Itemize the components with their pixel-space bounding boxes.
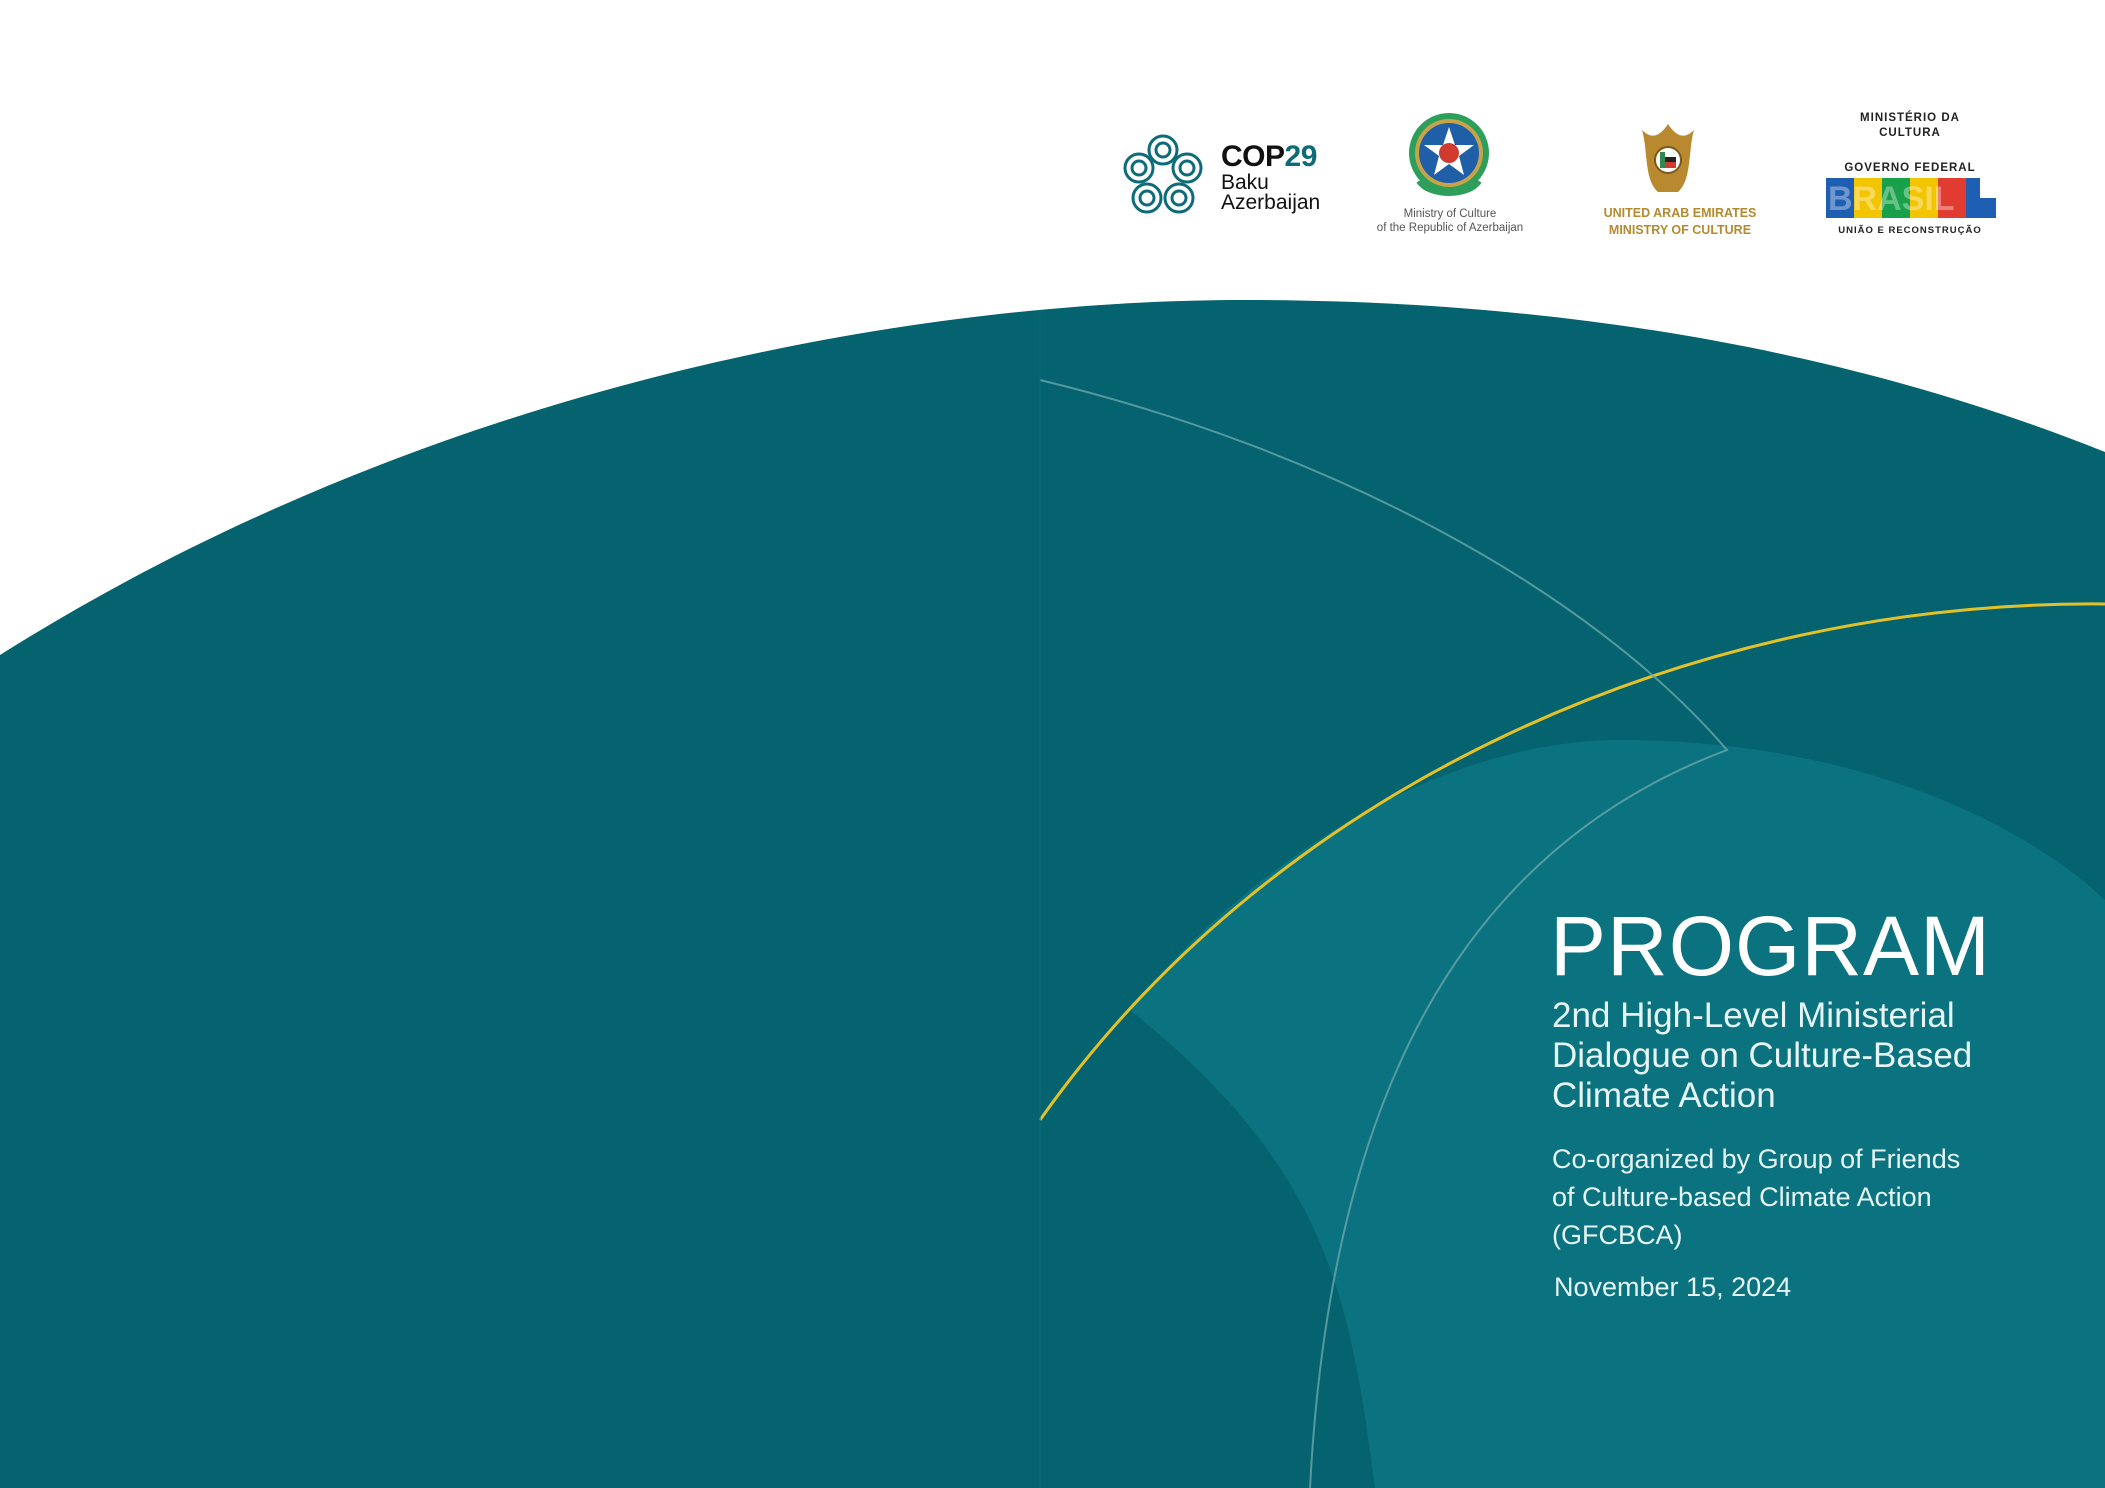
brasil-ministry-line1: MINISTÉRIO DA <box>1860 112 1960 124</box>
azerbaijan-ministry-line1: Ministry of Culture <box>1403 208 1497 220</box>
subtitle-line-3: Climate Action <box>1552 1076 1776 1115</box>
cop29-emblem-icon <box>1125 136 1201 212</box>
event-date: November 15, 2024 <box>1554 1272 1792 1302</box>
coorganizer-line-1: Co-organized by Group of Friends <box>1552 1144 1961 1174</box>
brasil-ministry-line2: CULTURA <box>1879 127 1941 139</box>
brasil-gov-label: GOVERNO FEDERAL <box>1844 162 1976 174</box>
uae-ministry-line2: MINISTRY OF CULTURE <box>1608 223 1752 237</box>
uae-ministry-line1: UNITED ARAB EMIRATES <box>1603 206 1757 220</box>
coorganizer-line-3: (GFCBCA) <box>1552 1220 1683 1250</box>
cop29-number: 29 <box>1284 140 1317 173</box>
teal-dome <box>0 300 2105 1488</box>
cop29-logo-title <box>1221 140 1317 174</box>
brasil-wordmark-icon <box>1826 178 1996 218</box>
cop29-logo-line1: Baku <box>1221 171 1269 194</box>
cop29-logo-line2: Azerbaijan <box>1221 191 1321 214</box>
azerbaijan-emblem-icon <box>1409 113 1489 193</box>
subtitle-line-1: 2nd High-Level Ministerial <box>1552 996 1955 1035</box>
cop29-prefix: COP <box>1221 140 1285 173</box>
coorganizer-line-2: of Culture-based Climate Action <box>1552 1182 1932 1212</box>
uae-emblem-icon <box>1642 124 1694 192</box>
brasil-wordmark-text: BRASIL <box>1828 180 1955 218</box>
subtitle-line-2: Dialogue on Culture-Based <box>1552 1036 1973 1075</box>
program-title: PROGRAM <box>1550 899 1992 993</box>
brasil-tagline: UNIÃO E RECONSTRUÇÃO <box>1838 225 1982 236</box>
azerbaijan-ministry-line2: of the Republic of Azerbaijan <box>1376 222 1524 234</box>
